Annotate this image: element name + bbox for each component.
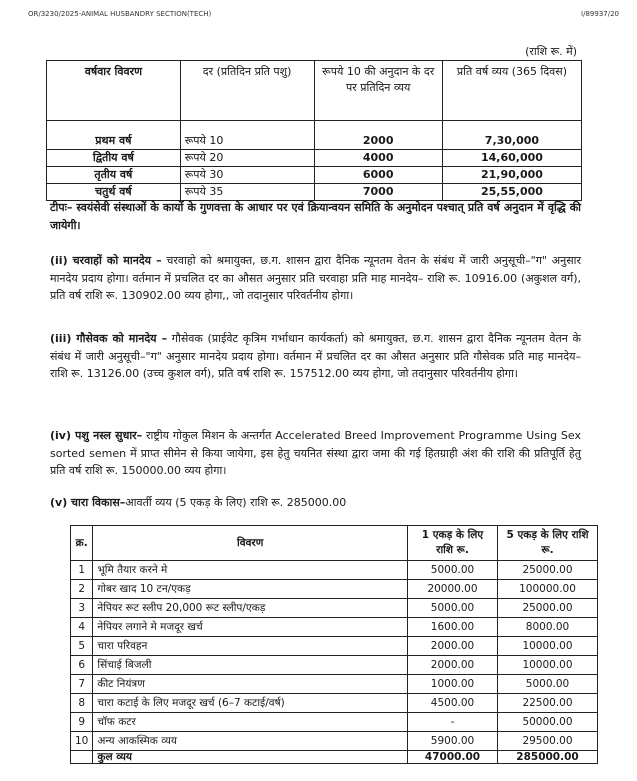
total-row bbox=[71, 751, 598, 764]
column-header: विवरण bbox=[93, 526, 408, 561]
five-acre-cell: 25000.00 bbox=[498, 599, 598, 618]
table-row bbox=[71, 561, 598, 580]
serial-cell: 10 bbox=[71, 732, 93, 751]
year-cell: चतुर्थ वर्ष bbox=[47, 184, 181, 201]
daily-cost-cell: 6000 bbox=[314, 167, 442, 184]
table-row bbox=[47, 150, 582, 167]
table-header-row bbox=[71, 526, 598, 561]
description-cell: चॉफ कटर bbox=[93, 713, 408, 732]
description-cell: चारा परिवहन bbox=[93, 637, 408, 656]
one-acre-cell: 5000.00 bbox=[408, 599, 498, 618]
five-acre-cell: 10000.00 bbox=[498, 637, 598, 656]
yearly-cost-cell: 7,30,000 bbox=[442, 121, 581, 150]
description-cell: कीट नियंत्रण bbox=[93, 675, 408, 694]
section-breed-improvement bbox=[50, 427, 581, 480]
note-paragraph: टीपः– स्वयंसेवी संस्थाओं के कार्यो के गुणवत्ता के आधार पर एवं क्रियान्वयन समिति के अनुमोदन पश्चात् प्रति वर्ष अनुदान में वृद्धि की जायेगी। bbox=[50, 201, 581, 232]
table-row bbox=[47, 184, 582, 201]
five-acre-cell: 22500.00 bbox=[498, 694, 598, 713]
serial-cell: 6 bbox=[71, 656, 93, 675]
serial-cell: 2 bbox=[71, 580, 93, 599]
daily-cost-cell: 2000 bbox=[314, 121, 442, 150]
column-header: रूपये 10 की अनुदान के दर पर प्रतिदिन व्यय bbox=[314, 61, 442, 121]
column-header: क्र. bbox=[71, 526, 93, 561]
table-row bbox=[71, 580, 598, 599]
one-acre-cell: 5000.00 bbox=[408, 561, 498, 580]
column-header: प्रति वर्ष व्यय (365 दिवस) bbox=[442, 61, 581, 121]
description-cell: अन्य आकस्मिक व्यय bbox=[93, 732, 408, 751]
table-row bbox=[71, 675, 598, 694]
description-cell: चारा कटाई के लिए मजदूर खर्च (6–7 कटाई/वर्ष) bbox=[93, 694, 408, 713]
serial-cell: 3 bbox=[71, 599, 93, 618]
unit-note: (राशि रू. में) bbox=[525, 45, 577, 58]
table-header-row bbox=[47, 61, 582, 121]
description-cell: भूमि तैयार करने मे bbox=[93, 561, 408, 580]
table-row bbox=[71, 599, 598, 618]
one-acre-cell: 2000.00 bbox=[408, 656, 498, 675]
section-heading: (ii) चरवाहों को मानदेय – bbox=[50, 254, 162, 267]
table-row bbox=[71, 713, 598, 732]
one-acre-cell: 20000.00 bbox=[408, 580, 498, 599]
table-row bbox=[71, 656, 598, 675]
description-cell: सिंचाई बिजली bbox=[93, 656, 408, 675]
description-cell: नेपियर लगाने मे मजदूर खर्च bbox=[93, 618, 408, 637]
rate-cell: रूपये 20 bbox=[180, 150, 314, 167]
section-fodder-development bbox=[50, 494, 581, 512]
one-acre-cell: 1600.00 bbox=[408, 618, 498, 637]
five-acre-cell: 100000.00 bbox=[498, 580, 598, 599]
five-acre-total: 285000.00 bbox=[498, 751, 598, 764]
daily-cost-cell: 7000 bbox=[314, 184, 442, 201]
table-row bbox=[47, 167, 582, 184]
serial-cell: 1 bbox=[71, 561, 93, 580]
serial-cell bbox=[71, 751, 93, 764]
serial-cell: 9 bbox=[71, 713, 93, 732]
yearly-expense-table bbox=[46, 60, 582, 201]
section-body: राष्ट्रीय गोकुल मिशन के अन्तर्गत Accelerated Breed Improvement Programme Using Sex sorted semen में प्राप्त सीमेन से किया जायेगा, इस हेतु चयनित संस्था द्वारा जमा की गई हितग्राही अंश की राशि की प्रतिपूर्ति हेतु प्रति वर्ष राशि रू. 150000.00 व्यय होगा। bbox=[50, 429, 581, 477]
table-row bbox=[71, 618, 598, 637]
yearly-cost-cell: 21,90,000 bbox=[442, 167, 581, 184]
section-heading: (v) चारा विकास– bbox=[50, 496, 126, 509]
section-gausevak-honorarium bbox=[50, 330, 581, 383]
one-acre-cell: 4500.00 bbox=[408, 694, 498, 713]
five-acre-cell: 25000.00 bbox=[498, 561, 598, 580]
five-acre-cell: 50000.00 bbox=[498, 713, 598, 732]
table-row bbox=[71, 637, 598, 656]
table-row bbox=[71, 694, 598, 713]
rate-cell: रूपये 30 bbox=[180, 167, 314, 184]
table-row bbox=[71, 732, 598, 751]
five-acre-cell: 5000.00 bbox=[498, 675, 598, 694]
serial-cell: 4 bbox=[71, 618, 93, 637]
five-acre-cell: 10000.00 bbox=[498, 656, 598, 675]
rate-cell: रूपये 35 bbox=[180, 184, 314, 201]
one-acre-cell: 1000.00 bbox=[408, 675, 498, 694]
section-body: आवर्ती व्यय (5 एकड़ के लिए) राशि रू. 285000.00 bbox=[125, 496, 347, 509]
fodder-cost-table bbox=[70, 525, 598, 764]
one-acre-cell: 2000.00 bbox=[408, 637, 498, 656]
one-acre-total: 47000.00 bbox=[408, 751, 498, 764]
column-header: वर्षवार विवरण bbox=[47, 61, 181, 121]
one-acre-cell: 5900.00 bbox=[408, 732, 498, 751]
section-heading: (iii) गौसेवक को मानदेय – bbox=[50, 332, 168, 345]
serial-cell: 5 bbox=[71, 637, 93, 656]
five-acre-cell: 29500.00 bbox=[498, 732, 598, 751]
column-header: 5 एकड़ के लिए राशि रू. bbox=[498, 526, 598, 561]
section-body: चरवाहो को श्रमायुक्त, छ.ग. शासन द्वारा दैनिक न्यूनतम वेतन के संबंध में जारी अनुसूची–"ग" अनुसार मानदेय प्रदाय होगा। वर्तमान में प्रचलित दर का औसत अनुसार प्रति चरवाहा प्रति माह मानदेय– राशि रू. 10916.00 (अकुशल वर्ग), प्रति वर्ष राशि रू. 130902.00 व्यय होगा,, जो तदानुसार परिवर्तनीय होगा। bbox=[50, 254, 582, 302]
year-cell: प्रथम वर्ष bbox=[47, 121, 181, 150]
column-header: 1 एकड़ के लिए राशि रू. bbox=[408, 526, 498, 561]
serial-cell: 8 bbox=[71, 694, 93, 713]
year-cell: द्वितीय वर्ष bbox=[47, 150, 181, 167]
one-acre-cell: - bbox=[408, 713, 498, 732]
five-acre-cell: 8000.00 bbox=[498, 618, 598, 637]
rate-cell: रूपये 10 bbox=[180, 121, 314, 150]
section-herder-honorarium bbox=[50, 252, 581, 305]
section-heading: (iv) पशु नस्ल सुधार– bbox=[50, 429, 143, 442]
document-header bbox=[28, 10, 619, 18]
column-header: दर (प्रतिदिन प्रति पशु) bbox=[180, 61, 314, 121]
serial-cell: 7 bbox=[71, 675, 93, 694]
daily-cost-cell: 4000 bbox=[314, 150, 442, 167]
year-cell: तृतीय वर्ष bbox=[47, 167, 181, 184]
total-label: कुल व्यय bbox=[93, 751, 408, 764]
yearly-cost-cell: 25,55,000 bbox=[442, 184, 581, 201]
file-reference: OR/3230/2025-ANIMAL HUSBANDRY SECTION(TECH) bbox=[28, 10, 212, 18]
description-cell: नेपियर रूट स्लीप 20,000 रूट स्लीप/एकड़ bbox=[93, 599, 408, 618]
description-cell: गोबर खाद 10 टन/एकड़ bbox=[93, 580, 408, 599]
yearly-cost-cell: 14,60,000 bbox=[442, 150, 581, 167]
table-row bbox=[47, 121, 582, 150]
document-number: I/89937/20 bbox=[581, 10, 619, 18]
section-body: गौसेवक (प्राईवेट कृत्रिम गर्भाधान कार्यकर्ता) को श्रमायुक्त, छ.ग. शासन द्वारा दैनिक न्यूनतम वेतन के संबंध में जारी अनुसूची–"ग" अनुसार मानदेय प्रदाय होगा। वर्तमान में प्रचलित दर का औसत अनुसार प्रति गौसेवक प्रति माह मानदेय– राशि रू. 13126.00 (उच्च कुशल वर्ग), प्रति वर्ष राशि रू. 157512.00 व्यय होगा, जो तदानुसार परिवर्तनीय होगा। bbox=[50, 332, 581, 380]
